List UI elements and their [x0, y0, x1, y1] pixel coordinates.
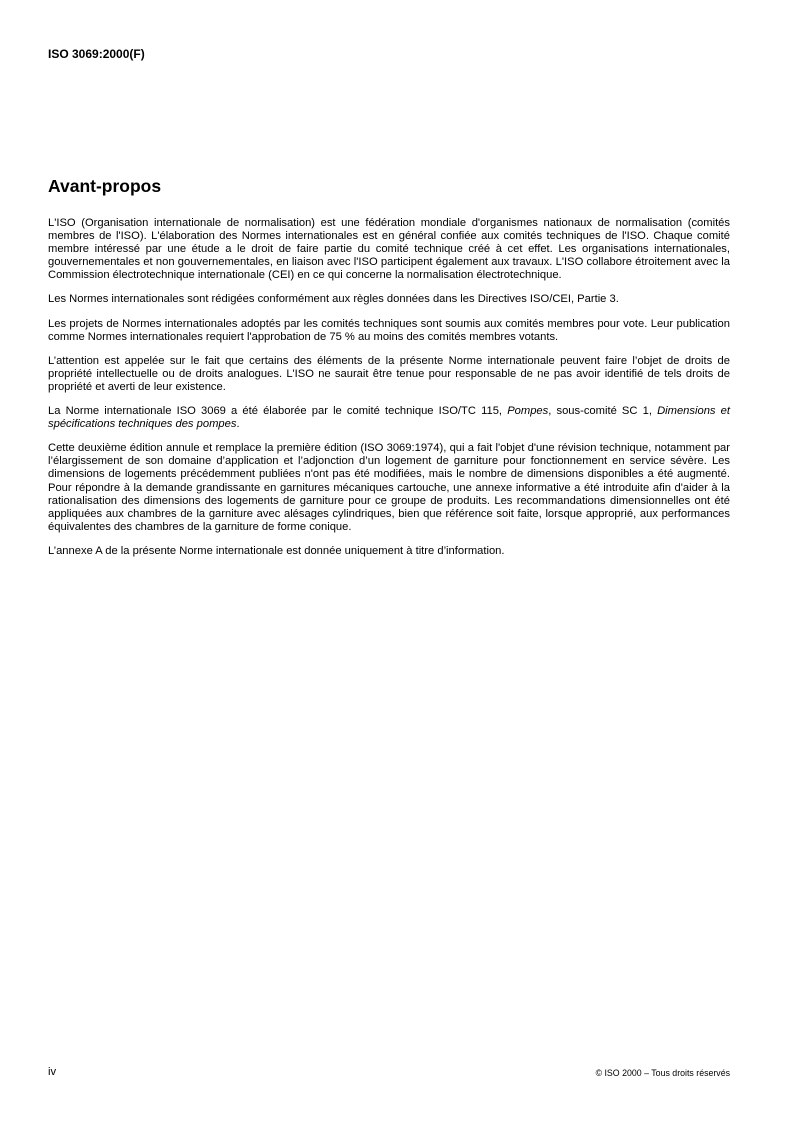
copyright-notice: © ISO 2000 – Tous droits réservés	[595, 1068, 730, 1078]
subcommittee-title: Dimensions et spécifications techniques des pompes	[48, 405, 730, 431]
page-number: iv	[48, 1066, 57, 1078]
document-id: ISO 3069:2000(F)	[48, 47, 145, 61]
committee-text-2: , sous-comité SC 1,	[548, 405, 658, 418]
paragraph-second-edition: Cette deuxième édition annule et remplace la première édition (ISO 3069:1974), qui a fait l'objet d'une révision technique, notamment par l’élargissement de son domaine d’application et l’adjonction d’un logement de garniture pour fonctionnement en service sévère. Les dimensions de logements précédemment publiées n'ont pas été modifiées, mais le nombre de dimensions disponibles a été augmenté. Pour répondre à la demande grandissante en garnitures mécaniques cartouche, une annexe informative a été introduite afin d'aider à la rationalisation des dimensions des logements de garniture pour ce groupe de produits. Les recommandations dimensionnelles ont été appliquées aux chambres de la garniture avec alésages cylindriques, bien que référence soit faite, lorsque approprié, aux performances équivalentes des chambres de la garniture de forme conique.	[48, 442, 730, 533]
paragraph-patent-rights: L’attention est appelée sur le fait que certains des éléments de la présente Norme internationale peuvent faire l’objet de droits de propriété intellectuelle ou de droits analogues. L'ISO ne saurait être tenue pour responsable de ne pas avoir identifié de tels droits de propriété et averti de leur existence.	[48, 354, 730, 393]
committee-text-3: .	[236, 418, 240, 431]
paragraph-annex: L’annexe A de la présente Norme internationale est donnée uniquement à titre d’information.	[48, 544, 505, 557]
paragraph-committee	[48, 405, 730, 431]
paragraph-iso-organisation: L'ISO (Organisation internationale de normalisation) est une fédération mondiale d'organismes nationaux de normalisation (comités membres de l'ISO). L'élaboration des Normes internationales est en général confiée aux comités techniques de l'ISO. Chaque comité membre intéressé par une étude a le droit de faire partie du comité technique créé à cet effet. Les organisations internationales, gouvernementales et non gouvernementales, en liaison avec l'ISO participent également aux travaux. L'ISO collabore étroitement avec la Commission électrotechnique internationale (CEI) en ce qui concerne la normalisation électrotechnique.	[48, 217, 730, 282]
committee-name: Pompes	[507, 405, 549, 418]
paragraph-drafting-rules: Les Normes internationales sont rédigées conformément aux règles données dans les Directives ISO/CEI, Partie 3.	[48, 293, 619, 306]
paragraph-voting: Les projets de Normes internationales adoptés par les comités techniques sont soumis aux comités membres pour vote. Leur publication comme Normes internationales requiert l'approbation de 75 % au moins des comités membres votants.	[48, 317, 730, 343]
page-title: Avant-propos	[48, 176, 162, 196]
committee-text-1: La Norme internationale ISO 3069 a été élaborée par le comité technique ISO/TC 115,	[48, 405, 508, 418]
foreword-body	[48, 217, 730, 569]
